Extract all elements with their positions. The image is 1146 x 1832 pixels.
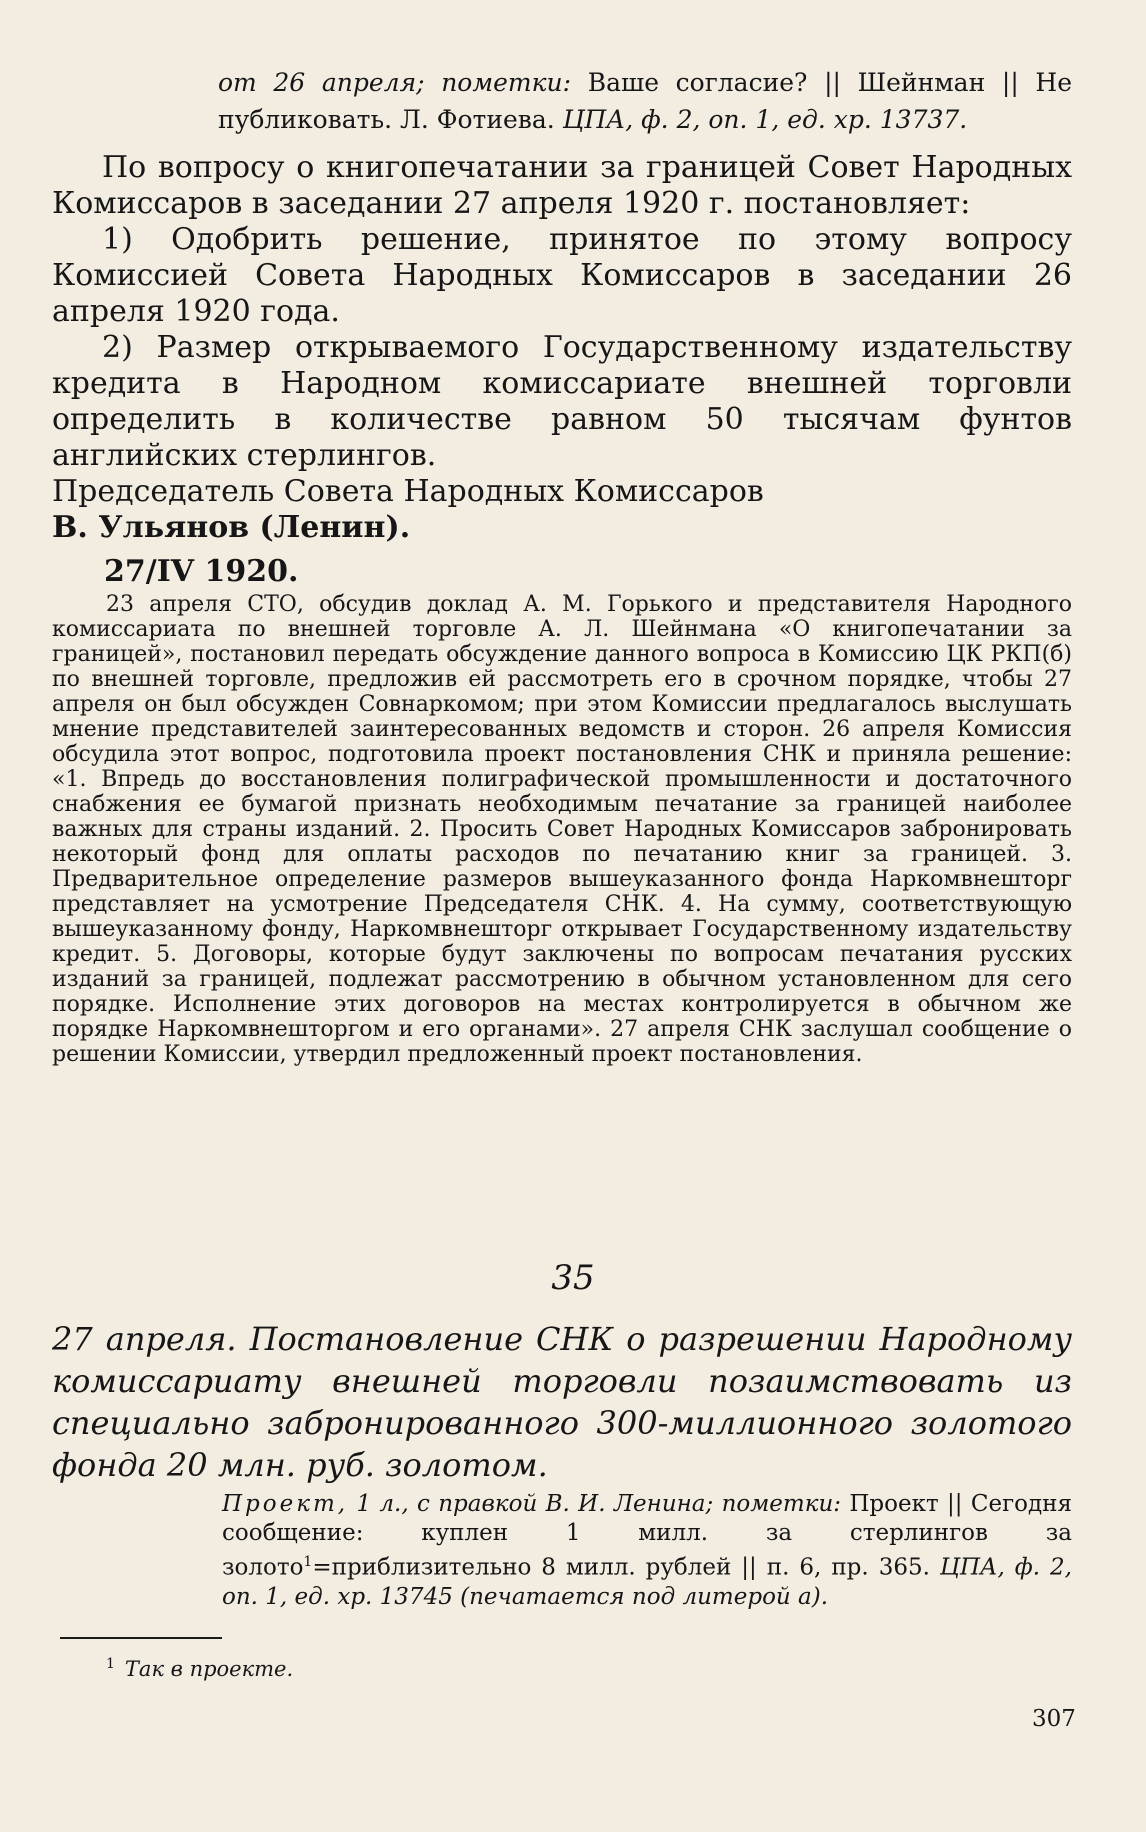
- resolution-item-2: 2) Размер открываемого Государственному издательству кредита в Народном комиссариате внешней торговли определить в количестве равном 50 тысячам фунтов английских стерлингов.: [52, 330, 1072, 473]
- source-ref: ЦПА, ф. 2, оп. 1, ед. хр. 13745 (печатается под литерой а).: [222, 1554, 1072, 1610]
- resolution-date: 27/IV 1920.: [104, 554, 299, 589]
- footnote-divider: [60, 1637, 222, 1639]
- footnote-text: Так в проекте.: [124, 1657, 294, 1681]
- signature-title: Председатель Совета Народных Комиссаров: [52, 474, 764, 509]
- archive-note-date: от 26 апреля; пометки:: [218, 68, 572, 97]
- editorial-commentary: 23 апреля СТО, обсудив доклад А. М. Горького и представителя Народного комиссариата по внешней торговле А. Л. Шейнмана «О книгопечатании за границей», постановил передать обсуждение данного вопроса в Комиссию ЦК РКП(б) по внешней торговле, предложив ей рассмотреть его в срочном порядке, чтобы 27 апреля он был обсужден Совнаркомом; при этом Комиссии предлагалось выслушать мнение представителей заинтересованных ведомств и сторон. 26 апреля Комиссия обсудила этот вопрос, подготовила проект постановления СНК и приняла решение: «1. Впредь до восстановления полиграфической промышленности и достаточного снабжения ее бумагой признать необходимым печатание за границей наиболее важных для страны изданий. 2. Просить Совет Народных Комиссаров забронировать некоторый фонд для оплаты расходов по печатанию книг за границей. 3. Предварительное определение размеров вышеуказанного фонда Наркомвнешторг представляет на усмотрение Председателя СНК. 4. На сумму, соответствующую вышеуказанному фонду, Наркомвнешторг открывает Государственному издательству кредит. 5. Договоры, которые будут заключены по вопросам печатания русских изданий за границей, подлежат рассмотрению в обычном установленном для сего порядке. Исполнение этих договоров на местах контролируется в обычном же порядке Наркомвнешторгом и его органами». 27 апреля СНК заслушал сообщение о решении Комиссии, утвердил предложенный проект постановления.: [52, 592, 1072, 1067]
- source-marks-a: Проект || Сегодня сообщение: куплен 1 милл. за стерлингов за золото: [222, 1491, 1072, 1581]
- source-type: Проект,: [222, 1491, 349, 1517]
- page-number: 307: [1032, 1706, 1076, 1732]
- archive-note-marks: Ваше согласие? || Шейнман || Не публиковать. Л. Фотиева.: [218, 68, 1072, 134]
- resolution-item-1: 1) Одобрить решение, принятое по этому вопросу Комиссией Совета Народных Комиссаров в заседании 26 апреля 1920 года.: [52, 222, 1072, 329]
- archive-note-ref: ЦПА, ф. 2, оп. 1, ед. хр. 13737.: [562, 105, 968, 134]
- footnote-mark: 1: [106, 1656, 115, 1672]
- document-number: 35: [551, 1258, 595, 1298]
- document-source-note: [222, 1490, 1072, 1612]
- resolution-text: [52, 150, 1072, 590]
- resolution-intro: По вопросу о книгопечатании за границей Совет Народных Комиссаров в заседании 27 апреля 1920 г. постановляет:: [52, 150, 1072, 221]
- source-description: 1 л., с правкой В. И. Ленина; пометки:: [348, 1491, 842, 1517]
- document-title: 27 апреля. Постановление СНК о разрешении Народному комиссариату внешней торговли позаимствовать из специально забронированного 300-миллионного золотого фонда 20 млн. руб. золотом.: [52, 1320, 1072, 1484]
- footnote: [106, 1656, 906, 1681]
- signature-name: В. Ульянов (Ленин).: [52, 510, 411, 545]
- footnote-ref: 1: [303, 1554, 313, 1570]
- source-marks-b: =приблизительно 8 милл. рублей || п. 6, пр. 365.: [312, 1554, 940, 1581]
- archive-note: [218, 64, 1072, 138]
